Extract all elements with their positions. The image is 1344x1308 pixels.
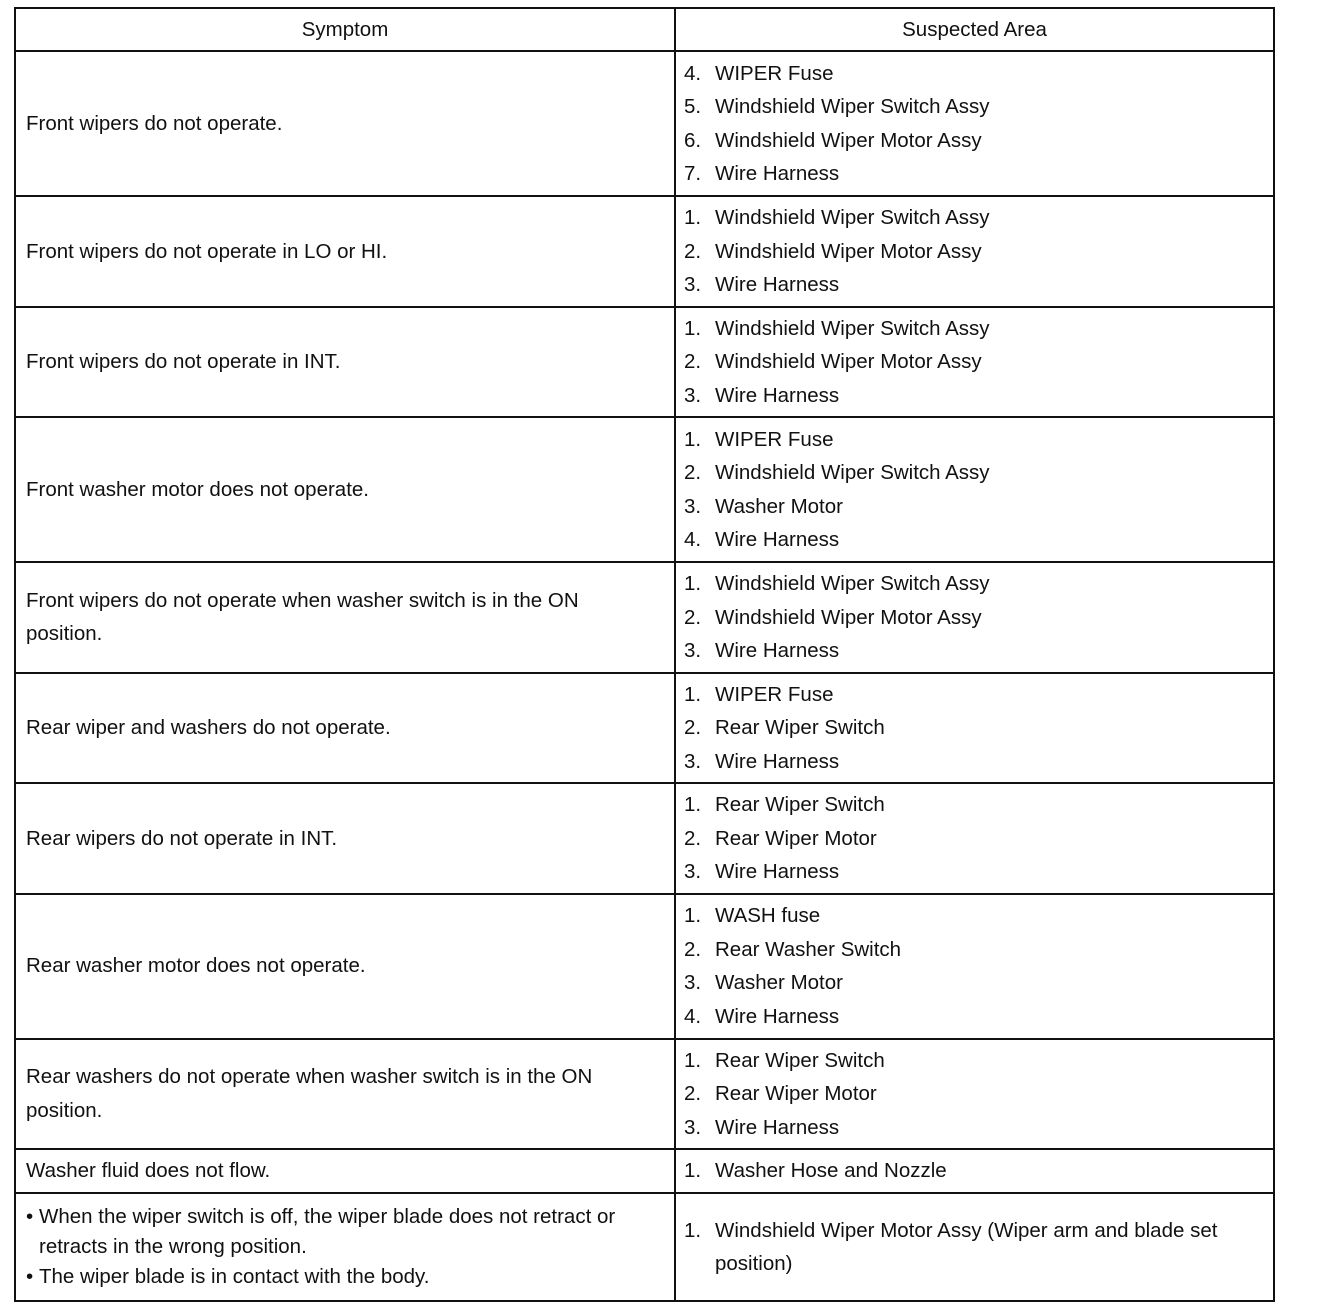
suspected-area-item	[684, 1077, 1263, 1111]
item-number: 1.	[684, 1159, 702, 1182]
symptom-cell	[15, 1039, 675, 1150]
suspected-area-cell	[675, 673, 1274, 784]
suspected-area-item	[684, 966, 1263, 1000]
suspected-area-cell	[675, 783, 1274, 894]
item-number: 1.	[684, 427, 702, 451]
item-number: 2.	[684, 937, 702, 961]
suspected-area-list	[684, 1044, 1263, 1145]
suspected-area-item	[684, 899, 1263, 933]
suspected-area-list	[684, 1214, 1263, 1281]
symptom-text: Rear wiper and washers do not operate.	[26, 716, 391, 739]
symptom-header: Symptom	[15, 8, 675, 51]
item-text: Wire Harness	[715, 528, 840, 551]
bullet-icon: •	[26, 1205, 34, 1228]
item-text: Wire Harness	[715, 749, 840, 773]
suspected-area-item	[684, 855, 1263, 889]
suspected-area-item	[684, 201, 1263, 235]
symptom-text: Rear wipers do not operate in INT.	[26, 826, 338, 850]
item-text: Windshield Wiper Switch Assy	[715, 95, 990, 118]
symptom-cell	[15, 562, 675, 673]
table-row	[15, 894, 1274, 1039]
symptom-cell	[15, 1149, 675, 1193]
symptom-cell	[15, 417, 675, 562]
suspected-area-header: Suspected Area	[675, 8, 1274, 51]
suspected-area-item	[684, 678, 1263, 712]
symptom-cell	[15, 894, 675, 1039]
item-number: 3.	[684, 749, 702, 773]
symptom-cell	[15, 307, 675, 418]
item-text: Wire Harness	[715, 639, 840, 662]
item-text: Windshield Wiper Switch Assy	[715, 461, 990, 484]
suspected-area-item	[684, 788, 1263, 822]
suspected-area-cell	[675, 1193, 1274, 1301]
symptom-text: Front wipers do not operate in INT.	[26, 350, 341, 373]
suspected-area-list	[684, 1156, 1263, 1186]
item-text: Windshield Wiper Motor Assy	[715, 239, 982, 263]
item-text: Wire Harness	[715, 383, 840, 407]
item-number: 1.	[684, 793, 702, 816]
item-number: 4.	[684, 528, 702, 551]
item-text: Rear Wiper Switch	[715, 716, 885, 739]
symptom-bullet-item	[26, 1262, 664, 1292]
item-number: 3.	[684, 639, 702, 662]
item-text: Rear Wiper Motor	[715, 826, 877, 850]
item-number: 2.	[684, 239, 702, 263]
item-number: 2.	[684, 826, 702, 850]
table-row	[15, 562, 1274, 673]
item-number: 6.	[684, 128, 702, 152]
item-number: 2.	[684, 716, 702, 739]
item-number: 1.	[684, 1218, 702, 1242]
suspected-area-item	[684, 124, 1263, 158]
suspected-area-item	[684, 312, 1263, 346]
suspected-area-item	[684, 1214, 1263, 1281]
suspected-area-item	[684, 157, 1263, 191]
symptom-cell	[15, 783, 675, 894]
symptom-text: Washer fluid does not flow.	[26, 1159, 271, 1182]
item-number: 3.	[684, 1115, 702, 1139]
item-number: 3.	[684, 494, 702, 518]
item-text: Rear Wiper Switch	[715, 1048, 885, 1072]
symptom-text: Front wipers do not operate in LO or HI.	[26, 239, 388, 263]
table-row	[15, 417, 1274, 562]
table-row	[15, 783, 1274, 894]
item-text: Rear Wiper Motor	[715, 1082, 877, 1105]
suspected-area-list	[684, 312, 1263, 413]
suspected-area-cell	[675, 562, 1274, 673]
item-number: 2.	[684, 461, 702, 484]
suspected-area-item	[684, 490, 1263, 524]
item-number: 4.	[684, 61, 702, 85]
suspected-area-list	[684, 788, 1263, 889]
suspected-area-cell	[675, 1039, 1274, 1150]
symptom-cell	[15, 196, 675, 307]
item-number: 1.	[684, 206, 702, 229]
symptom-cell	[15, 1193, 675, 1301]
item-text: WIPER Fuse	[715, 682, 834, 706]
suspected-area-cell	[675, 307, 1274, 418]
suspected-area-item	[684, 345, 1263, 379]
suspected-area-item	[684, 456, 1263, 490]
item-number: 1.	[684, 682, 702, 706]
troubleshooting-table	[14, 7, 1275, 1302]
symptom-text: Rear washer motor does not operate.	[26, 954, 366, 978]
item-number: 2.	[684, 605, 702, 629]
item-text: Wire Harness	[715, 162, 840, 185]
item-text: Wire Harness	[715, 1004, 840, 1028]
table-row	[15, 196, 1274, 307]
suspected-area-item	[684, 567, 1263, 601]
item-number: 2.	[684, 350, 702, 373]
symptom-text: Front wipers do not operate when washer switch is in the ON	[26, 588, 579, 612]
suspected-area-item	[684, 235, 1263, 269]
suspected-area-item	[684, 933, 1263, 967]
suspected-area-item	[684, 822, 1263, 856]
table-row	[15, 307, 1274, 418]
bullet-icon: •	[26, 1265, 34, 1288]
item-number: 3.	[684, 860, 702, 883]
table-row	[15, 1149, 1274, 1193]
item-number: 3.	[684, 971, 702, 994]
item-number: 1.	[684, 904, 702, 927]
item-number: 2.	[684, 1082, 702, 1105]
symptom-bullet-item	[26, 1202, 664, 1262]
suspected-area-item	[684, 90, 1263, 124]
suspected-area-item	[684, 711, 1263, 745]
item-text: WIPER Fuse	[715, 427, 834, 451]
table-row	[15, 51, 1274, 196]
suspected-area-cell	[675, 1149, 1274, 1193]
suspected-area-cell	[675, 51, 1274, 196]
suspected-area-item	[684, 1044, 1263, 1078]
symptom-text: Front washer motor does not operate.	[26, 477, 369, 501]
table-body	[15, 51, 1274, 1301]
symptom-text: position.	[26, 622, 103, 646]
suspected-area-list	[684, 423, 1263, 557]
suspected-area-cell	[675, 894, 1274, 1039]
symptom-bullet-list	[26, 1202, 664, 1292]
suspected-area-item	[684, 379, 1263, 413]
item-number: 3.	[684, 273, 702, 296]
item-text: Windshield Wiper Switch Assy	[715, 316, 990, 340]
item-text: Windshield Wiper Motor Assy (Wiper arm and blade set position)	[715, 1218, 1218, 1275]
item-text: Washer Hose and Nozzle	[715, 1159, 947, 1182]
suspected-area-list	[684, 899, 1263, 1033]
table-row	[15, 1039, 1274, 1150]
symptom-text: Front wipers do not operate.	[26, 111, 283, 135]
item-text: Washer Motor	[715, 971, 843, 994]
suspected-area-item	[684, 601, 1263, 635]
item-number: 5.	[684, 95, 702, 118]
item-number: 1.	[684, 316, 702, 340]
item-text: Windshield Wiper Switch Assy	[715, 572, 990, 595]
item-text: Wire Harness	[715, 273, 840, 296]
item-text: Windshield Wiper Motor Assy	[715, 350, 982, 373]
item-text: Wire Harness	[715, 860, 840, 883]
suspected-area-item	[684, 1156, 1263, 1186]
item-text: Rear Wiper Switch	[715, 793, 885, 816]
suspected-area-cell	[675, 196, 1274, 307]
suspected-area-list	[684, 678, 1263, 779]
suspected-area-item	[684, 57, 1263, 91]
suspected-area-list	[684, 57, 1263, 191]
symptom-text: When the wiper switch is off, the wiper blade does not retract or retracts in the wrong position.	[39, 1205, 616, 1258]
item-text: WASH fuse	[715, 904, 821, 927]
item-text: Windshield Wiper Motor Assy	[715, 128, 982, 152]
suspected-area-item	[684, 423, 1263, 457]
suspected-area-item	[684, 1111, 1263, 1145]
item-text: Windshield Wiper Switch Assy	[715, 206, 990, 229]
item-text: Rear Washer Switch	[715, 937, 902, 961]
item-number: 3.	[684, 383, 702, 407]
item-text: Wire Harness	[715, 1115, 840, 1139]
symptom-cell	[15, 673, 675, 784]
suspected-area-list	[684, 201, 1263, 302]
suspected-area-list	[684, 567, 1263, 668]
suspected-area-cell	[675, 417, 1274, 562]
item-number: 1.	[684, 1048, 702, 1072]
item-text: WIPER Fuse	[715, 61, 834, 85]
symptom-cell	[15, 51, 675, 196]
symptom-text: The wiper blade is in contact with the body.	[39, 1265, 430, 1288]
symptom-text: position.	[26, 1098, 103, 1122]
item-text: Windshield Wiper Motor Assy	[715, 605, 982, 629]
table-row	[15, 1193, 1274, 1301]
suspected-area-item	[684, 634, 1263, 668]
suspected-area-item	[684, 523, 1263, 557]
suspected-area-item	[684, 268, 1263, 302]
item-text: Washer Motor	[715, 494, 843, 518]
suspected-area-item	[684, 1000, 1263, 1034]
item-number: 7.	[684, 162, 702, 185]
suspected-area-item	[684, 745, 1263, 779]
item-number: 4.	[684, 1004, 702, 1028]
table-row	[15, 673, 1274, 784]
item-number: 1.	[684, 572, 702, 595]
header-row	[15, 8, 1274, 51]
symptom-text: Rear washers do not operate when washer switch is in the ON	[26, 1065, 593, 1089]
